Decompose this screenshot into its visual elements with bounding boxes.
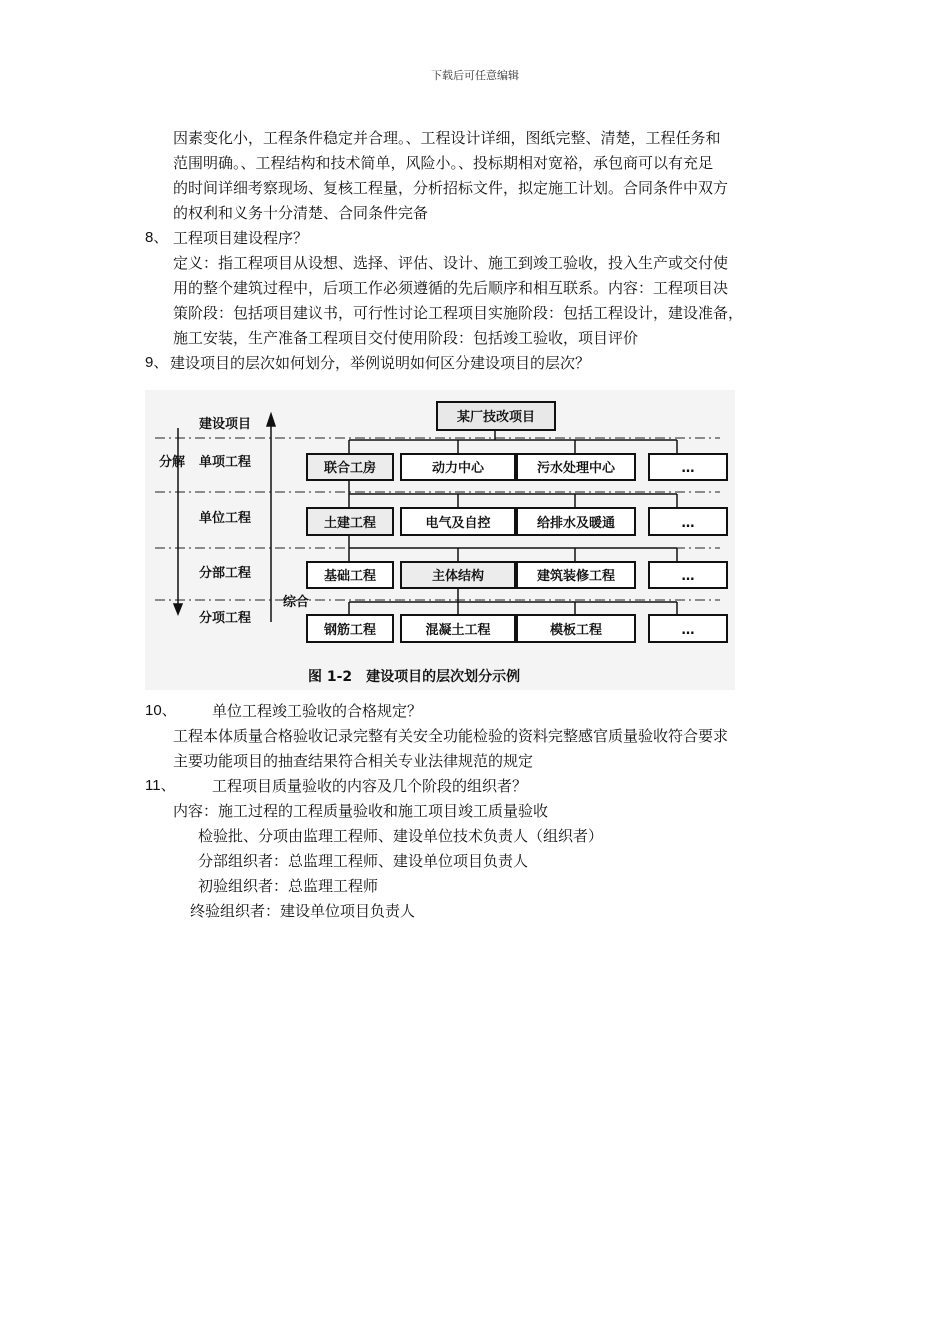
answer-line: 用的整个建筑过程中，后项工作必须遵循的先后顺序和相互联系。内容：工程项目决	[173, 279, 729, 297]
question-number: 11、	[145, 777, 176, 794]
division-label: 建筑装修工程	[536, 569, 616, 584]
answer-line: 施工安装，生产准备工程项目交付使用阶段：包括竣工验收，项目评价	[173, 329, 639, 347]
level-label: 分项工程	[198, 611, 252, 626]
figure-caption: 图 1-2 建设项目的层次划分示例	[308, 669, 521, 685]
unit-label: …	[681, 516, 695, 531]
unit-label: 土建工程	[323, 516, 377, 531]
answer-line: 初验组织者：总监理工程师	[198, 877, 379, 895]
answer-line: 主要功能项目的抽查结果符合相关专业法律规范的规定	[173, 752, 534, 770]
question-title: 建设项目的层次如何划分，举例说明如何区分建设项目的层次？	[170, 354, 591, 372]
item-label: 模板工程	[549, 623, 603, 638]
intro-line: 的时间详细考察现场、复核工程量，分析招标文件，拟定施工计划。合同条件中双方	[173, 179, 729, 197]
answer-line: 内容：施工过程的工程质量验收和施工项目竣工质量验收	[173, 802, 549, 820]
page-header: 下载后可任意编辑	[431, 69, 519, 82]
synthesize-label: 综合	[283, 595, 310, 610]
level-label: 单位工程	[198, 511, 252, 526]
intro-line: 因素变化小，工程条件稳定并合理。、工程设计详细，图纸完整、清楚，工程任务和	[173, 129, 721, 147]
question-title: 工程项目建设程序？	[173, 229, 309, 247]
item-label: 钢筋工程	[323, 623, 377, 638]
project-label: …	[681, 461, 695, 476]
question-number: 8、	[145, 229, 169, 246]
item-label: …	[681, 623, 695, 638]
project-label: 动力中心	[431, 461, 485, 476]
project-label: 联合工房	[323, 461, 377, 476]
question-title: 工程项目质量验收的内容及几个阶段的组织者？	[212, 777, 528, 795]
project-label: 污水处理中心	[536, 461, 616, 476]
answer-line: 终验组织者：建设单位项目负责人	[190, 902, 416, 920]
question-number: 10、	[145, 702, 177, 719]
answer-line: 检验批、分项由监理工程师、建设单位技术负责人（组织者）	[198, 827, 604, 845]
question-number: 9、	[145, 354, 169, 371]
unit-label: 电气及自控	[425, 516, 491, 531]
question-title: 单位工程竣工验收的合格规定？	[212, 702, 423, 720]
division-label: 基础工程	[323, 569, 377, 584]
level-label: 建设项目	[198, 417, 252, 432]
hierarchy-figure	[145, 390, 735, 690]
answer-line: 工程本体质量合格验收记录完整有关安全功能检验的资料完整感官质量验收符合要求	[173, 727, 729, 745]
division-label: …	[681, 569, 695, 584]
level-label: 单项工程	[198, 455, 252, 470]
level-label: 分部工程	[198, 566, 252, 581]
division-label: 主体结构	[431, 569, 485, 584]
answer-line: 定义：指工程项目从设想、选择、评估、设计、施工到竣工验收，投入生产或交付使	[173, 254, 729, 272]
answer-line: 分部组织者：总监理工程师、建设单位项目负责人	[198, 852, 529, 870]
root-label: 某厂技改项目	[456, 410, 536, 425]
answer-line: 策阶段：包括项目建议书，可行性讨论工程项目实施阶段：包括工程设计，建设准备，	[173, 304, 744, 322]
intro-line: 的权利和义务十分清楚、合同条件完备	[173, 204, 429, 222]
unit-label: 给排水及暖通	[536, 516, 616, 531]
intro-line: 范围明确。、工程结构和技术简单，风险小。、投标期相对宽裕，承包商可以有充足	[173, 154, 714, 172]
item-label: 混凝土工程	[425, 623, 491, 638]
decompose-label: 分解	[159, 455, 186, 470]
